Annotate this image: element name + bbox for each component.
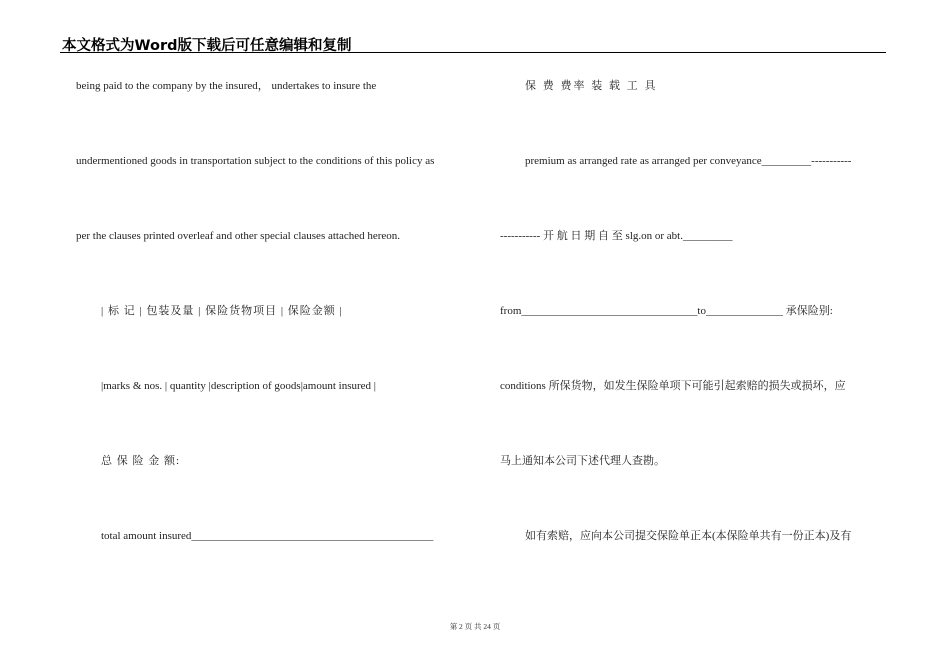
left-line-2: undermentioned goods in transportation subject to the conditions of this policy as bbox=[76, 155, 435, 167]
right-line-1: 保 费 费率 装 载 工 具 bbox=[525, 80, 658, 92]
page-number: 第 2 页 共 24 页 bbox=[449, 622, 501, 631]
header-divider bbox=[60, 52, 886, 53]
right-line-4: from________________________________to______________ 承保险别: bbox=[500, 305, 833, 317]
left-line-1: being paid to the company by the insured， undertakes to insure the bbox=[76, 80, 377, 92]
left-line-6: 总 保 险 金 额: bbox=[101, 455, 181, 467]
header-title: 本文格式为Word版下载后可任意编辑和复制 bbox=[62, 38, 352, 54]
right-line-3: ----------- 开 航 日 期 自 至 slg.on or abt._________ bbox=[500, 230, 733, 242]
right-line-5: conditions 所保货物，如发生保险单项下可能引起索赔的损失或损坏，应 bbox=[500, 380, 846, 392]
left-line-5: |marks & nos. | quantity |description of goods|amount insured | bbox=[101, 380, 376, 392]
right-line-7: 如有索赔，应向本公司提交保险单正本(本保险单共有一份正本)及有 bbox=[525, 530, 852, 542]
right-line-2: premium as arranged rate as arranged per conveyance_________----------- bbox=[525, 155, 852, 167]
left-line-3: per the clauses printed overleaf and other special clauses attached hereon. bbox=[76, 230, 401, 242]
left-line-7: total amount insured____________________________________________ bbox=[101, 530, 434, 542]
left-line-4: | 标 记 | 包装及量 | 保险货物项目 | 保险金额 | bbox=[101, 305, 343, 317]
right-line-6: 马上通知本公司下述代理人查勘。 bbox=[500, 455, 665, 467]
